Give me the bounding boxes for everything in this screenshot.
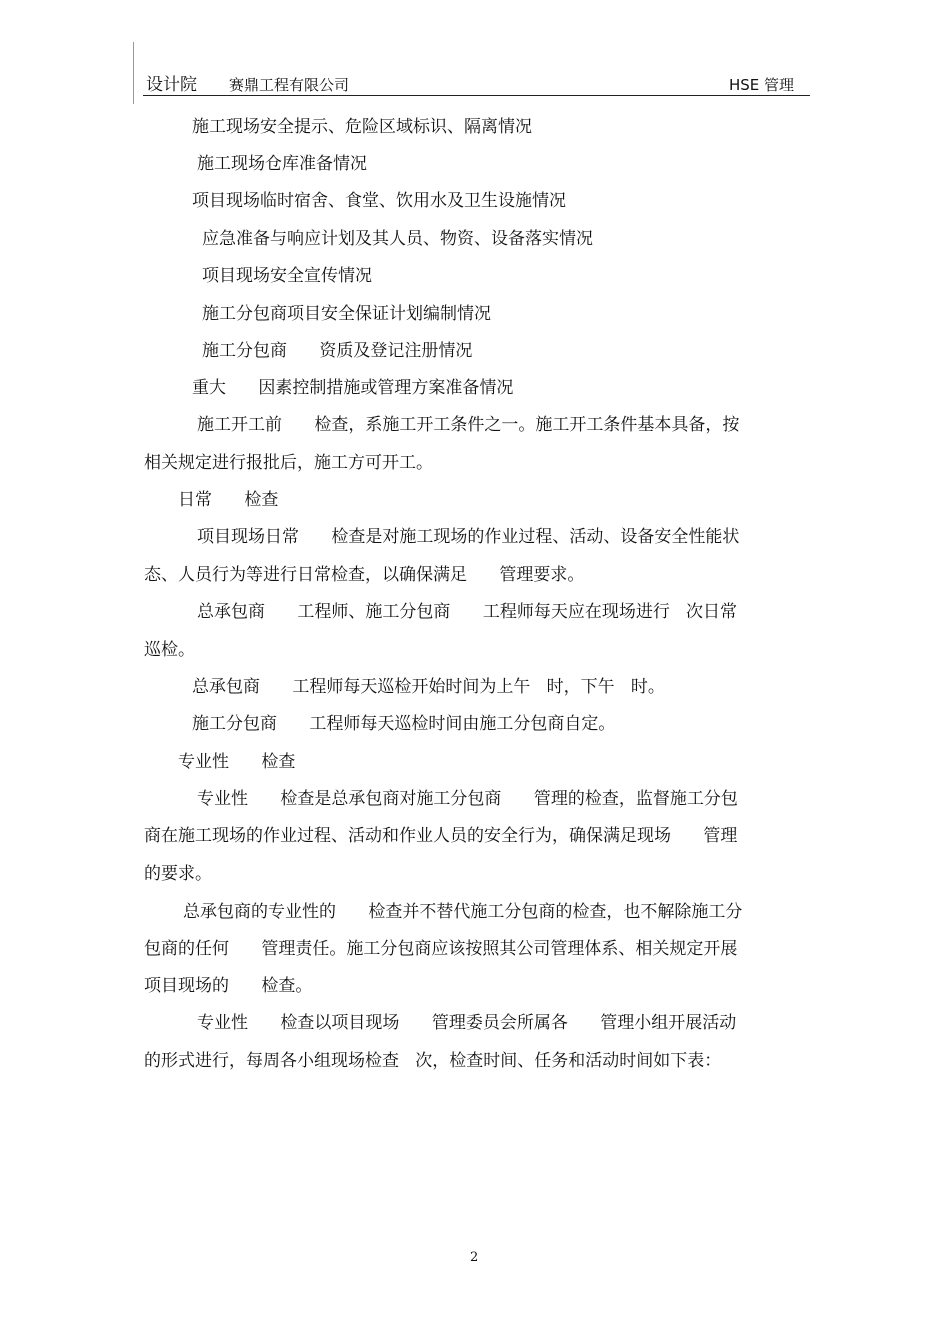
text-line: 态、人员行为等进行日常检查，以确保满足 管理要求。 bbox=[144, 565, 585, 585]
text-line: 应急准备与响应计划及其人员、物资、设备落实情况 bbox=[202, 229, 593, 249]
text-line: 巡检。 bbox=[144, 640, 195, 660]
header-section: HSE 管理 bbox=[728, 76, 794, 94]
text-line: 施工开工前 检查，系施工开工条件之一。施工开工条件基本具备，按 bbox=[197, 415, 740, 435]
text-line: 总承包商 工程师、施工分包商 工程师每天应在现场进行 次日常 bbox=[197, 602, 738, 622]
header-company: 赛鼎工程有限公司 bbox=[229, 76, 350, 94]
header-rule bbox=[143, 95, 810, 96]
text-line: 总承包商 工程师每天巡检开始时间为上午 时，下午 时。 bbox=[192, 677, 665, 697]
text-line: 专业性 检查 bbox=[178, 752, 296, 772]
text-line: 商在施工现场的作业过程、活动和作业人员的安全行为，确保满足现场 管理 bbox=[144, 826, 738, 846]
text-line: 施工分包商项目安全保证计划编制情况 bbox=[202, 304, 491, 324]
text-line: 包商的任何 管理责任。施工分包商应该按照其公司管理体系、相关规定开展 bbox=[144, 939, 738, 959]
page-number: 2 bbox=[470, 1250, 479, 1265]
text-line: 项目现场的 检查。 bbox=[144, 976, 313, 996]
text-line: 施工现场仓库准备情况 bbox=[197, 154, 367, 174]
text-line: 重大 因素控制措施或管理方案准备情况 bbox=[192, 378, 514, 398]
text-line: 专业性 检查是总承包商对施工分包商 管理的检查，监督施工分包 bbox=[197, 789, 738, 809]
margin-rule bbox=[133, 42, 134, 104]
text-line: 的要求。 bbox=[144, 864, 212, 884]
header-org: 设计院 bbox=[146, 75, 197, 95]
text-line: 项目现场日常 检查是对施工现场的作业过程、活动、设备安全性能状 bbox=[197, 527, 740, 547]
text-line: 施工现场安全提示、危险区域标识、隔离情况 bbox=[192, 117, 532, 137]
text-line: 总承包商的专业性的 检查并不替代施工分包商的检查，也不解除施工分 bbox=[183, 902, 743, 922]
text-line: 专业性 检查以项目现场 管理委员会所属各 管理小组开展活动 bbox=[197, 1013, 737, 1033]
text-line: 的形式进行，每周各小组现场检查 次，检查时间、任务和活动时间如下表： bbox=[144, 1051, 722, 1071]
text-line: 施工分包商 工程师每天巡检时间由施工分包商自定。 bbox=[192, 714, 616, 734]
text-line: 施工分包商 资质及登记注册情况 bbox=[202, 341, 473, 361]
text-line: 相关规定进行报批后，施工方可开工。 bbox=[144, 453, 433, 473]
text-line: 日常 检查 bbox=[178, 490, 279, 510]
text-line: 项目现场安全宣传情况 bbox=[202, 266, 372, 286]
text-line: 项目现场临时宿舍、食堂、饮用水及卫生设施情况 bbox=[192, 191, 566, 211]
page-header bbox=[143, 64, 810, 96]
